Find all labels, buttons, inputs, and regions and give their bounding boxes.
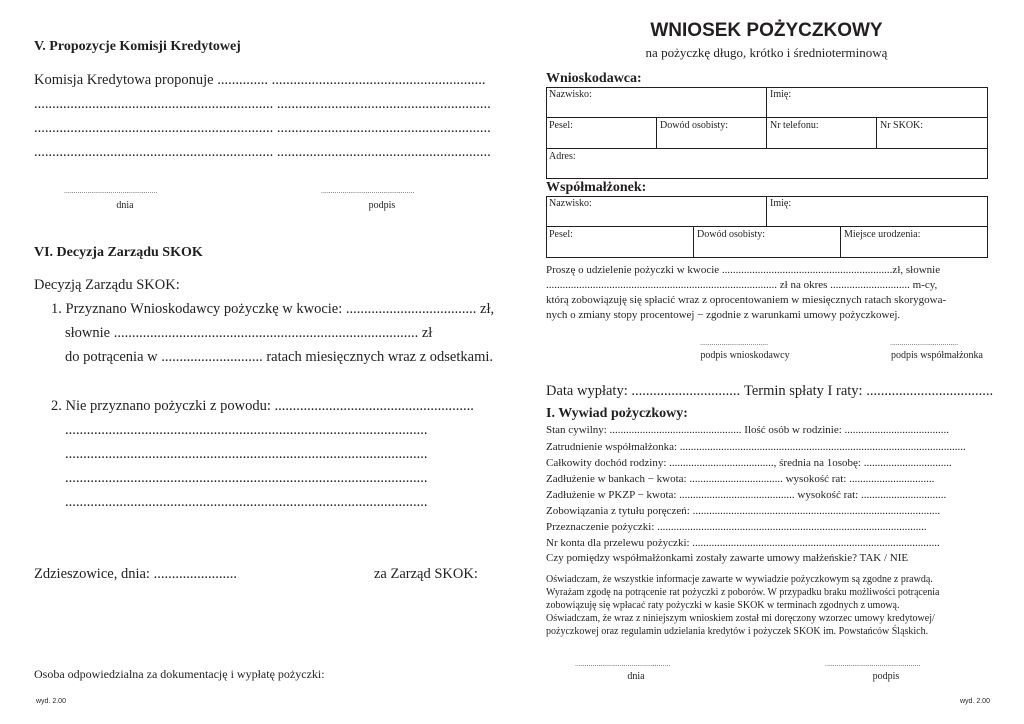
request-line: Proszę o udzielenie pożyczki w kwocie ..............................................................zł, słownie xyxy=(546,264,941,276)
spouse-name-field[interactable] xyxy=(767,196,988,227)
field-label: Adres: xyxy=(549,151,576,162)
field-label: Pesel: xyxy=(549,229,573,240)
decision-item1: 1. Przyznano Wnioskodawcy pożyczkę w kwocie: .................................... zł, xyxy=(51,301,495,317)
interview-line: Zadłużenie w PKZP − kwota: .......................................... wysokość rat: ............................... xyxy=(546,489,947,501)
interview-line: Całkowity dochód rodziny: ......................................, średnia na 1osobę: ................................ xyxy=(546,457,952,469)
field-label: Nr SKOK: xyxy=(880,120,924,131)
decision-item2-line: .................................................................................................... xyxy=(65,494,428,510)
applicant-surname-field[interactable] xyxy=(546,87,767,118)
spouse-heading: Współmałżonek: xyxy=(546,180,647,195)
form-title: WNIOSEK POŻYCZKOWY xyxy=(650,20,883,41)
place-date: Zdzieszowice, dnia: ....................... xyxy=(34,566,237,582)
decision-item2-line: .................................................................................................... xyxy=(65,446,428,462)
request-line: którą zobowiązuję się spłacić wraz z oprocentowaniem w miesięcznych ratach skorygowa- xyxy=(546,294,947,306)
decision-item1-words: słownie .................................................................................... zł xyxy=(65,325,433,341)
sig-dots: ................................................ xyxy=(321,188,415,195)
section6-heading: VI. Decyzja Zarządu SKOK xyxy=(34,245,203,260)
request-line: .................................................................................... zł na okres ............................. m-cy, xyxy=(546,279,938,291)
sig-dots: ................................................. xyxy=(575,661,671,668)
sig-label-signature: podpis xyxy=(368,200,396,211)
decision-item1-rates: do potrącenia w ............................ ratach miesięcznych wraz z odsetkami. xyxy=(65,349,494,365)
sig-label-date: dnia xyxy=(627,671,645,682)
interview-line: Zobowiązania z tytułu poręczeń: .......................................................................................... xyxy=(546,505,941,517)
payout-date: Data wypłaty: .............................. xyxy=(546,383,741,399)
field-label: Dowód osobisty: xyxy=(697,229,766,240)
spouse-id-field[interactable] xyxy=(694,227,841,258)
edition-label: wyd. 2.00 xyxy=(960,698,990,705)
field-label: Dowód osobisty: xyxy=(660,120,729,131)
interview-line: Stan cywilny: ................................................ Ilość osób w rodzinie: ...................................... xyxy=(546,424,950,436)
spouse-pesel-field[interactable] xyxy=(546,227,694,258)
field-label: Miejsce urodzenia: xyxy=(844,229,921,240)
applicant-pesel-field[interactable] xyxy=(546,118,657,149)
sig-label-applicant: podpis wnioskodawcy xyxy=(700,350,790,361)
declaration-line: Oświadczam, że wszystkie informacje zawarte w wywiadzie pożyczkowym są zgodne z prawdą. xyxy=(546,574,933,585)
applicant-heading: Wnioskodawca: xyxy=(546,71,642,86)
interview-line: Zatrudnienie współmałżonka: ........................................................................................................ xyxy=(546,441,966,453)
interview-line: Przeznaczenie pożyczki: .................................................................................................. xyxy=(546,521,927,533)
decision-item2-line: .................................................................................................... xyxy=(65,470,428,486)
decision-item2: 2. Nie przyznano pożyczki z powodu: ....................................................... xyxy=(51,398,474,414)
interview-heading: I. Wywiad pożyczkowy: xyxy=(546,406,688,421)
sig-dots: ................................................ xyxy=(64,188,158,195)
sig-label-spouse: podpis współmałżonka xyxy=(891,350,983,361)
sig-dots: ................................... xyxy=(700,340,769,347)
sig-dots: ................................... xyxy=(890,340,959,347)
section5-heading: V. Propozycje Komisji Kredytowej xyxy=(34,39,241,54)
field-label: Nazwisko: xyxy=(549,198,592,209)
declaration-line: Oświadczam, że wraz z niniejszym wnioskiem został mi doręczony wzorzec umowy kredytowej/ xyxy=(546,613,935,624)
applicant-id-field[interactable] xyxy=(657,118,767,149)
applicant-skok-field[interactable] xyxy=(877,118,988,149)
decision-intro: Decyzją Zarządu SKOK: xyxy=(34,277,180,293)
sig-label-signature: podpis xyxy=(872,671,900,682)
sig-label-date: dnia xyxy=(116,200,134,211)
interview-line: Zadłużenie w bankach − kwota: .................................. wysokość rat: ............................... xyxy=(546,473,935,485)
request-line: nych o zmiany stopy procentowej − zgodnie z warunkami umowy pożyczkowej. xyxy=(546,309,901,321)
interview-line: Czy pomiędzy współmałżonkami zostały zawarte umowy małżeńskie? TAK / NIE xyxy=(546,552,909,564)
applicant-address-field[interactable] xyxy=(546,149,988,179)
applicant-phone-field[interactable] xyxy=(767,118,877,149)
declaration-line: Wyrażam zgodę na potrącenie rat pożyczki z poborów. W przypadku braku możliwości potrącenia xyxy=(546,587,940,598)
interview-line: Nr konta dla przelewu pożyczki: .......................................................................................... xyxy=(546,537,940,549)
proposal-line: .................................................................. ........................................................... xyxy=(34,120,491,136)
field-label: Nazwisko: xyxy=(549,89,592,100)
proposal-line: Komisja Kredytowa proponuje .............. ........................................................... xyxy=(34,72,486,88)
declaration-line: pożyczkowej oraz regulamin udzielania kredytów i pożyczek SKOK im. Powstańców Śląskich. xyxy=(546,626,929,637)
spouse-birthplace-field[interactable] xyxy=(841,227,988,258)
edition-label: wyd. 2.00 xyxy=(36,698,66,705)
declaration-line: zobowiązuję się wpłacać raty pożyczki w kasie SKOK w terminach zgodnych z umową. xyxy=(546,600,900,611)
board-signature: za Zarząd SKOK: xyxy=(374,566,478,582)
field-label: Nr telefonu: xyxy=(770,120,819,131)
field-label: Pesel: xyxy=(549,120,573,131)
proposal-line: .................................................................. ........................................................... xyxy=(34,96,491,112)
sig-dots: ................................................. xyxy=(825,661,921,668)
applicant-name-field[interactable] xyxy=(767,87,988,118)
spouse-surname-field[interactable] xyxy=(546,196,767,227)
proposal-line: .................................................................. ........................................................... xyxy=(34,144,491,160)
field-label: Imię: xyxy=(770,89,792,100)
responsible-person: Osoba odpowiedzialna za dokumentację i wypłatę pożyczki: xyxy=(34,667,325,681)
form-subtitle: na pożyczkę długo, krótko i średnioterminową xyxy=(645,45,888,60)
field-label: Imię: xyxy=(770,198,792,209)
decision-item2-line: .................................................................................................... xyxy=(65,422,428,438)
first-rate-date: Termin spłaty I raty: ................................... xyxy=(744,383,994,399)
